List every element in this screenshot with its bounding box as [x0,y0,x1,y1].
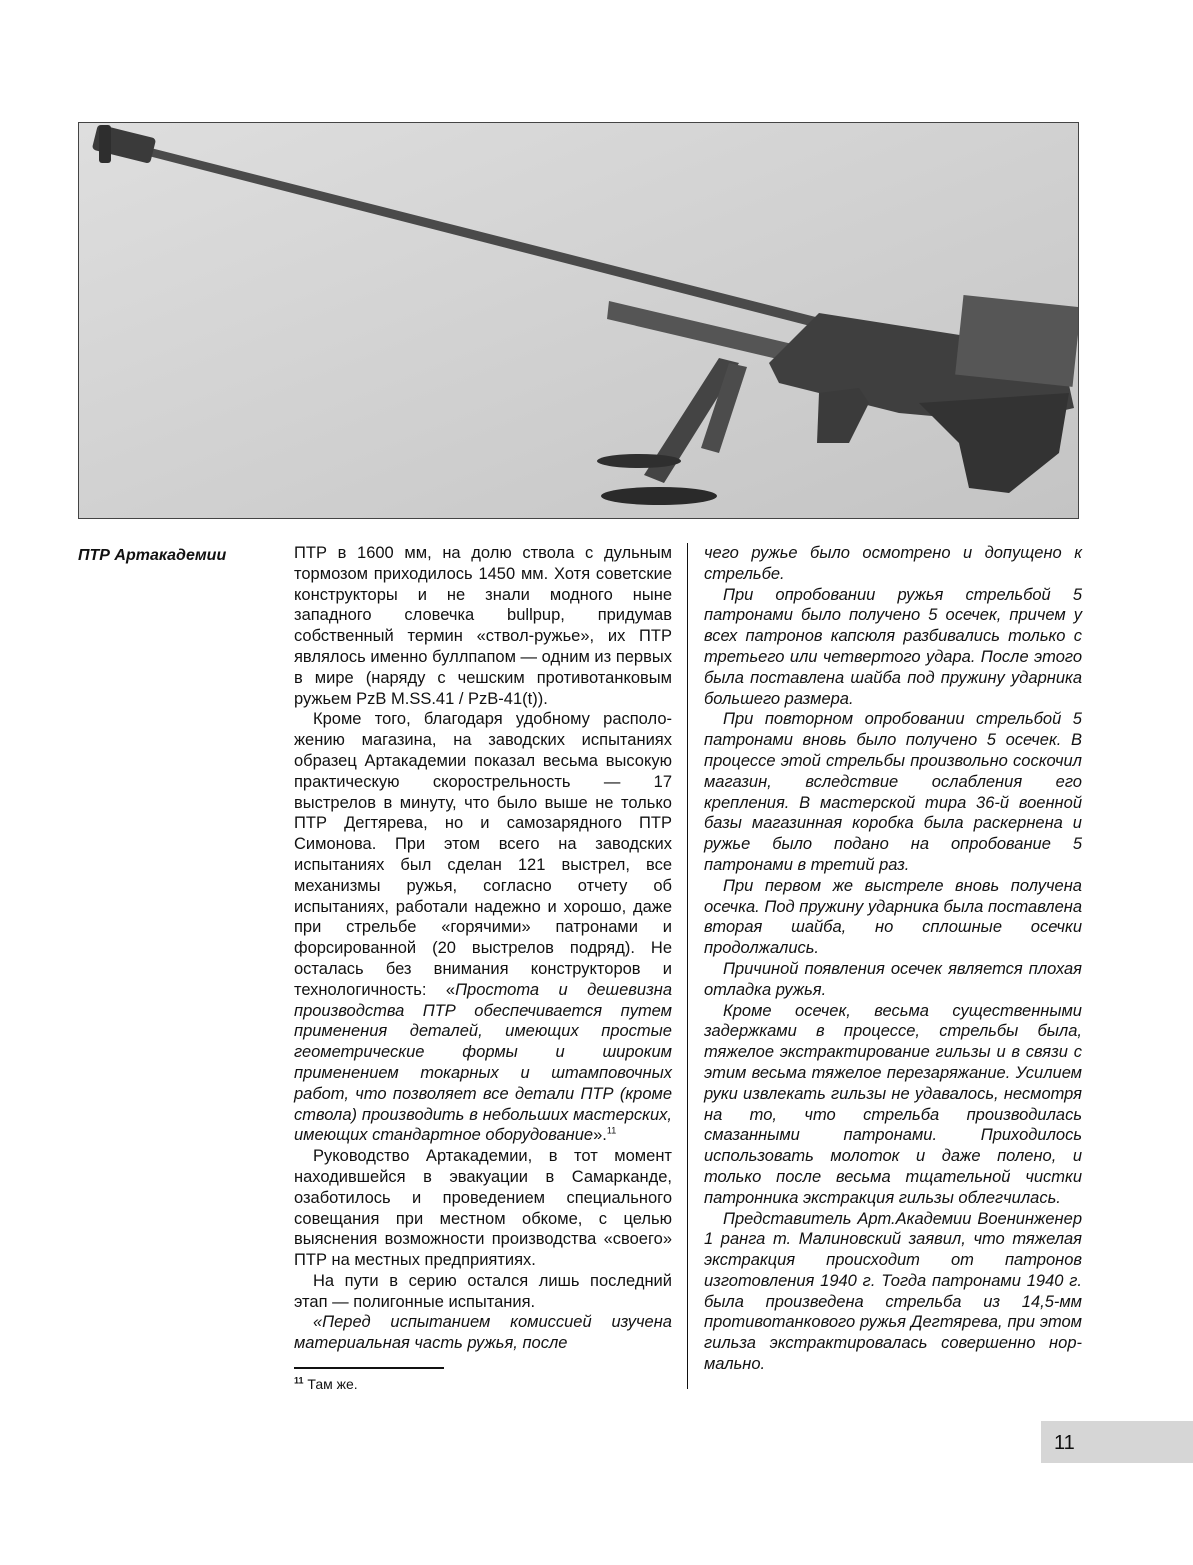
footnote-text: Там же. [303,1376,358,1392]
text-column-2 [704,543,1082,1375]
paragraph: Кроме осечек, весьма существенными задержками в процессе, стрельбы была, тяжелое экстрактирование гильзы и в связи с этим весьма тяжелое перезаряжание. Усилием руки извлекать гильзы не удавалось, несмотря на то, что стрельба производилась смазанными патронами. Приходилось использовать молоток и даже полено, и только после весьма тщательной чистки патронника экстракция гильзы облегчилась. [704,1001,1082,1207]
paragraph [294,709,672,1146]
paragraph: Руководство Артакадемии, в тот момент находившейся в эвакуации в Самарканде, озаботилось и проведением специального совещания при местном обкоме, с целью выяснения возможности производства «своего» ПТР на местных предприятиях. [294,1147,672,1270]
bipod-foot-2 [601,487,717,505]
text-column-1 [294,543,672,1354]
footnote [294,1376,358,1392]
bipod-foot [597,454,681,468]
paragraph: При повторном опробовании стрельбой 5 патронами вновь было получено 5 осечек. В процессе этой стрельбы произвольно соскочил магазин, вследствие ослабления его крепления. В мастерской тира 36-й военной базы магазинная коробка была раскернена и ружье было подано на опробование 5 патронами в третий раз. [704,710,1082,874]
quote-close: ». [593,1126,607,1145]
footnote-marker: 11 [606,1125,617,1136]
column-divider [687,543,688,1389]
magazine [955,295,1079,387]
paragraph: На пути в серию остался лишь последний этап — полигонные испытания. [294,1271,672,1311]
quotation: «Перед испытанием комиссией изучена материальная часть ружья, после [294,1313,672,1353]
quotation: Простота и дешевизна производства ПТР обеспечивается путем применения деталей, имеющих простые геометрические формы и широким применением токарных и штамповочных работ, что позволяет все детали ПТР (кроме ствола) производить в небольших мастерских, имеющих стандартное оборудование [294,980,672,1145]
figure-caption: ПТР Артакадемии [78,547,227,564]
muzzle-ring [99,125,111,163]
footnote-rule [294,1367,444,1369]
paragraph: ПТР в 1600 мм, на долю ствола с дульным тормозом приходилось 1450 мм. Хотя советские конструкторы и не знали модного ныне западного словечка bullpup, придумав собственный термин «ствол-ружье», их ПТР являлось именно буллпапом — одним из первых в мире (наряду с чешским противотанковым ружьем PzB M.SS.41 / PzB-41(t)). [294,544,672,708]
rifle-illustration [79,123,1079,519]
paragraph: Причиной появления осечек является плохая отладка ружья. [704,959,1082,999]
paragraph-text: Кроме того, благодаря удобному расположению магазина, на заводских испытаниях образец Артакадемии показал весьма высокую практическую скорострельность — 17 выстрелов в минуту, что было выше не только ПТР Дегтярева, но и самозарядного ПТР Симонова. При этом всего на заводских испытаниях был сделан 121 выстрел, все механизмы ружья, согласно отчету об испытаниях, работали надежно и хорошо, даже при стрельбе «горячими» патронами и форсированной (20 выстрелов подряд). Не осталась без внимания конструкторов и технологичность: « [294,710,672,999]
rifle-photo [78,122,1079,519]
page-number: 11 [1054,1432,1075,1454]
paragraph: При опробовании ружья стрельбой 5 патронами было получено 5 осечек, причем у всех патронов капсюля разбивались только с третьего или четвертого удара. После этого была поставлена шайба под пружину ударника большего размера. [704,585,1082,708]
paragraph [294,1312,672,1354]
footnote-number: 11 [294,1375,304,1386]
paragraph: При первом же выстреле вновь получена осечка. Под пружину ударника была поставлена вторая шайба, но сплошные осечки продолжались. [704,876,1082,958]
paragraph: чего ружье было осмотрено и допущено к стрельбе. [704,544,1082,583]
paragraph: Представитель Арт.Академии Военинженер 1 ранга т. Малиновский заявил, что тяжелая экстракция происходит от патронов изготовления 1940 г. Тогда патронами 1940 г. была произведена стрельба из 14,5-мм противотанкового ружья Дегтярева, при этом гильза экстрактировалась совершенно нормально. [704,1209,1082,1374]
